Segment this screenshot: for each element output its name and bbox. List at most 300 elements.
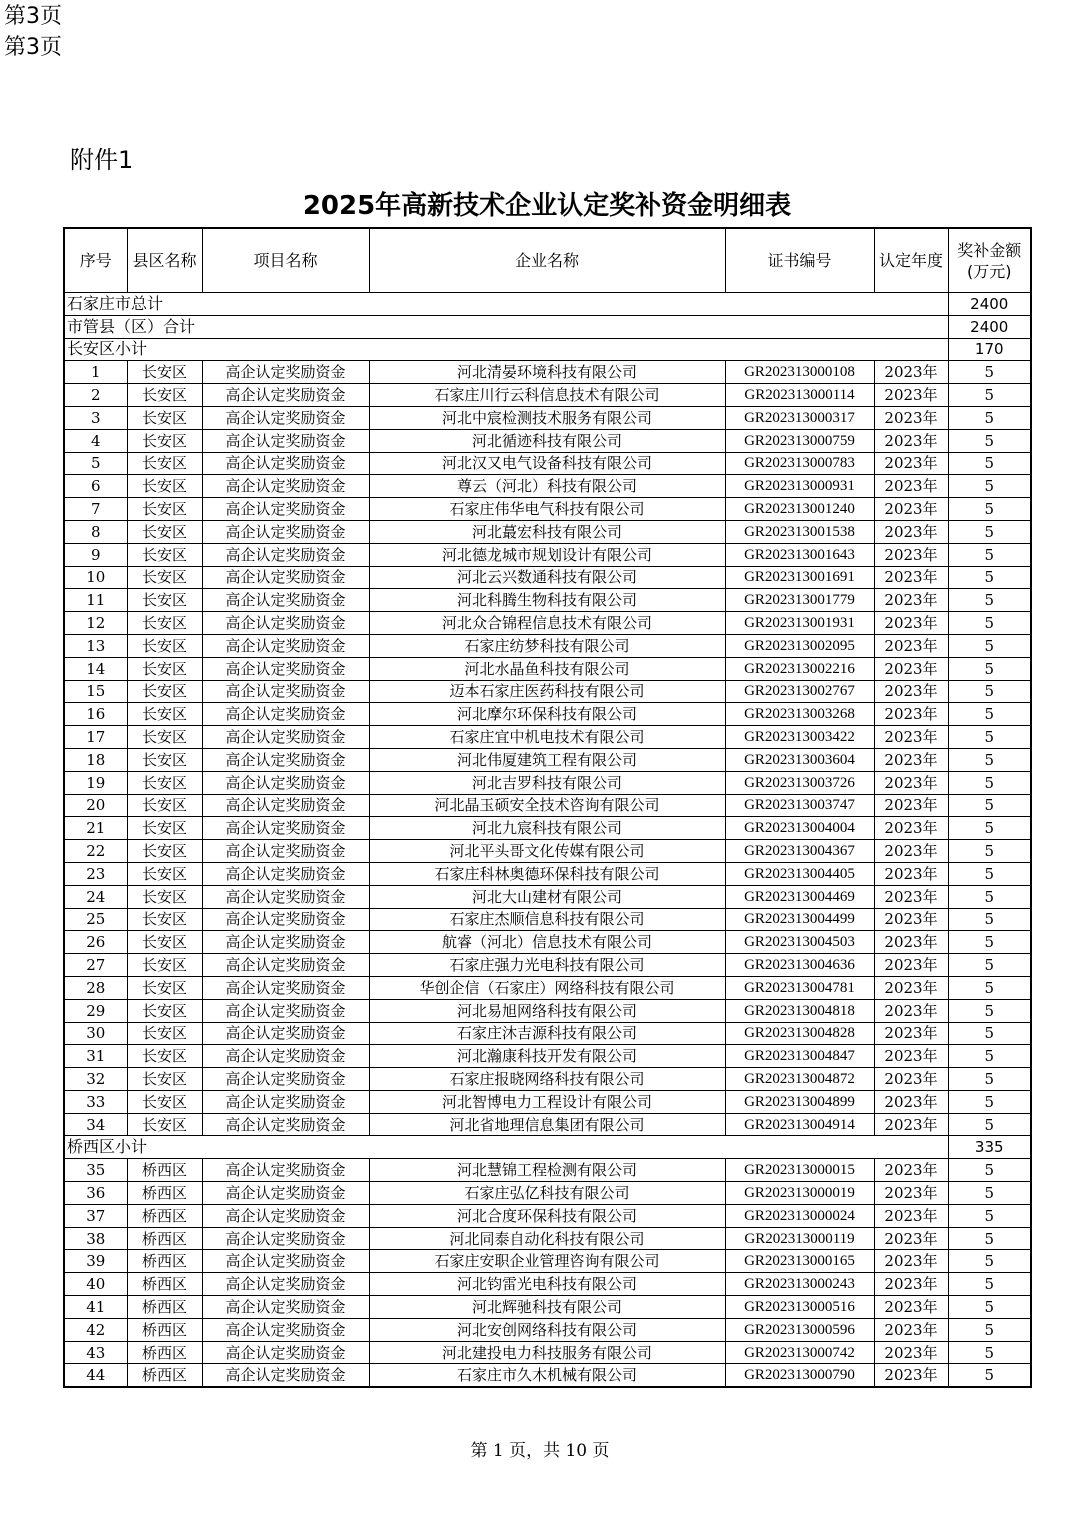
cell-cert: GR202313000317 xyxy=(725,406,874,429)
table-row xyxy=(64,406,1031,429)
cell-seq: 44 xyxy=(64,1364,127,1387)
cell-county: 桥西区 xyxy=(127,1182,202,1205)
cell-cert: GR202313001691 xyxy=(725,566,874,589)
cell-company: 河北云兴数通科技有限公司 xyxy=(369,566,725,589)
cell-project: 高企认定奖励资金 xyxy=(202,498,369,521)
cell-year: 2023年 xyxy=(874,771,948,794)
cell-year: 2023年 xyxy=(874,794,948,817)
cell-cert: GR202313004847 xyxy=(725,1045,874,1068)
cell-company: 河北建投电力科技服务有限公司 xyxy=(369,1341,725,1364)
cell-amount: 5 xyxy=(948,1182,1031,1205)
cell-project: 高企认定奖励资金 xyxy=(202,612,369,635)
cell-project: 高企认定奖励资金 xyxy=(202,475,369,498)
header-amount-line1: 奖补金额 xyxy=(957,240,1022,260)
header-county: 县区名称 xyxy=(127,228,202,293)
cell-company: 河北同泰自动化科技有限公司 xyxy=(369,1227,725,1250)
cell-amount: 5 xyxy=(948,999,1031,1022)
cell-company: 河北吉罗科技有限公司 xyxy=(369,771,725,794)
cell-cert: GR202313000024 xyxy=(725,1204,874,1227)
cell-amount: 5 xyxy=(948,1204,1031,1227)
cell-county: 长安区 xyxy=(127,817,202,840)
cell-company: 河北水晶鱼科技有限公司 xyxy=(369,657,725,680)
cell-cert: GR202313003747 xyxy=(725,794,874,817)
cell-county: 桥西区 xyxy=(127,1159,202,1182)
cell-year: 2023年 xyxy=(874,680,948,703)
cell-year: 2023年 xyxy=(874,817,948,840)
cell-cert: GR202313000516 xyxy=(725,1296,874,1319)
cell-year: 2023年 xyxy=(874,566,948,589)
cell-seq: 27 xyxy=(64,954,127,977)
cell-county: 长安区 xyxy=(127,1068,202,1091)
cell-cert: GR202313000119 xyxy=(725,1227,874,1250)
cell-cert: GR202313001779 xyxy=(725,589,874,612)
cell-company: 石家庄强力光电科技有限公司 xyxy=(369,954,725,977)
cell-amount: 5 xyxy=(948,406,1031,429)
cell-amount: 5 xyxy=(948,931,1031,954)
cell-company: 河北安创网络科技有限公司 xyxy=(369,1318,725,1341)
cell-year: 2023年 xyxy=(874,1159,948,1182)
cell-county: 长安区 xyxy=(127,1090,202,1113)
cell-amount: 5 xyxy=(948,1250,1031,1273)
cell-cert: GR202313004469 xyxy=(725,885,874,908)
table-row xyxy=(64,634,1031,657)
cell-project: 高企认定奖励资金 xyxy=(202,794,369,817)
cell-year: 2023年 xyxy=(874,361,948,384)
cell-project: 高企认定奖励资金 xyxy=(202,1182,369,1205)
cell-amount: 5 xyxy=(948,862,1031,885)
cell-company: 河北九宸科技有限公司 xyxy=(369,817,725,840)
cell-seq: 14 xyxy=(64,657,127,680)
cell-county: 长安区 xyxy=(127,475,202,498)
cell-county: 长安区 xyxy=(127,1045,202,1068)
cell-cert: GR202313002216 xyxy=(725,657,874,680)
table-row xyxy=(64,1022,1031,1045)
cell-project: 高企认定奖励资金 xyxy=(202,657,369,680)
cell-year: 2023年 xyxy=(874,862,948,885)
cell-project: 高企认定奖励资金 xyxy=(202,429,369,452)
cell-company: 河北省地理信息集团有限公司 xyxy=(369,1113,725,1136)
cell-seq: 13 xyxy=(64,634,127,657)
cell-year: 2023年 xyxy=(874,1364,948,1387)
cell-amount: 5 xyxy=(948,976,1031,999)
cell-company: 石家庄科林奥德环保科技有限公司 xyxy=(369,862,725,885)
cell-cert: GR202313004872 xyxy=(725,1068,874,1091)
table-row xyxy=(64,1045,1031,1068)
cell-amount: 5 xyxy=(948,361,1031,384)
cell-year: 2023年 xyxy=(874,1273,948,1296)
cell-year: 2023年 xyxy=(874,1204,948,1227)
cell-seq: 8 xyxy=(64,520,127,543)
table-row xyxy=(64,794,1031,817)
table-row xyxy=(64,1296,1031,1319)
cell-year: 2023年 xyxy=(874,1022,948,1045)
cell-company: 河北伟厦建筑工程有限公司 xyxy=(369,748,725,771)
cell-company: 石家庄杰顺信息科技有限公司 xyxy=(369,908,725,931)
cell-county: 长安区 xyxy=(127,589,202,612)
table-row xyxy=(64,748,1031,771)
cell-county: 桥西区 xyxy=(127,1318,202,1341)
cell-company: 河北众合锦程信息技术有限公司 xyxy=(369,612,725,635)
cell-cert: GR202313000742 xyxy=(725,1341,874,1364)
cell-seq: 11 xyxy=(64,589,127,612)
cell-amount: 5 xyxy=(948,840,1031,863)
cell-amount: 5 xyxy=(948,748,1031,771)
table-row xyxy=(64,657,1031,680)
cell-year: 2023年 xyxy=(874,520,948,543)
table-row xyxy=(64,1090,1031,1113)
cell-seq: 20 xyxy=(64,794,127,817)
cell-company: 石家庄安职企业管理咨询有限公司 xyxy=(369,1250,725,1273)
cell-amount: 5 xyxy=(948,1341,1031,1364)
cell-county: 长安区 xyxy=(127,748,202,771)
cell-seq: 15 xyxy=(64,680,127,703)
cell-year: 2023年 xyxy=(874,840,948,863)
cell-county: 桥西区 xyxy=(127,1204,202,1227)
cell-county: 长安区 xyxy=(127,703,202,726)
cell-county: 长安区 xyxy=(127,840,202,863)
cell-seq: 22 xyxy=(64,840,127,863)
table-row xyxy=(64,520,1031,543)
cell-cert: GR202313004914 xyxy=(725,1113,874,1136)
cell-seq: 1 xyxy=(64,361,127,384)
cell-company: 河北清晏环境科技有限公司 xyxy=(369,361,725,384)
cell-seq: 17 xyxy=(64,726,127,749)
cell-year: 2023年 xyxy=(874,1341,948,1364)
cell-company: 河北智博电力工程设计有限公司 xyxy=(369,1090,725,1113)
cell-amount: 5 xyxy=(948,680,1031,703)
cell-project: 高企认定奖励资金 xyxy=(202,1159,369,1182)
cell-project: 高企认定奖励资金 xyxy=(202,1273,369,1296)
cell-cert: GR202313000114 xyxy=(725,384,874,407)
cell-seq: 3 xyxy=(64,406,127,429)
table-row xyxy=(64,589,1031,612)
cell-county: 长安区 xyxy=(127,976,202,999)
cell-company: 石家庄沐吉源科技有限公司 xyxy=(369,1022,725,1045)
cell-amount: 5 xyxy=(948,817,1031,840)
cell-cert: GR202313000019 xyxy=(725,1182,874,1205)
cell-county: 长安区 xyxy=(127,634,202,657)
cell-company: 河北晶玉硕安全技术咨询有限公司 xyxy=(369,794,725,817)
cell-project: 高企认定奖励资金 xyxy=(202,1204,369,1227)
cell-county: 长安区 xyxy=(127,520,202,543)
cell-company: 石家庄市久木机械有限公司 xyxy=(369,1364,725,1387)
cell-seq: 10 xyxy=(64,566,127,589)
cell-project: 高企认定奖励资金 xyxy=(202,1113,369,1136)
cell-cert: GR202313000596 xyxy=(725,1318,874,1341)
cell-county: 桥西区 xyxy=(127,1250,202,1273)
header-amount-unit: (万元) xyxy=(967,261,1012,281)
subtotal-row xyxy=(64,315,1031,338)
cell-cert: GR202313004818 xyxy=(725,999,874,1022)
cell-project: 高企认定奖励资金 xyxy=(202,1341,369,1364)
table-row xyxy=(64,1068,1031,1091)
table-body xyxy=(64,293,1031,1388)
cell-company: 航睿（河北）信息技术有限公司 xyxy=(369,931,725,954)
cell-project: 高企认定奖励资金 xyxy=(202,589,369,612)
subtotal-amount: 335 xyxy=(948,1136,1031,1159)
page-footer: 第 1 页，共 10 页 xyxy=(470,1441,610,1461)
cell-project: 高企认定奖励资金 xyxy=(202,999,369,1022)
cell-seq: 16 xyxy=(64,703,127,726)
table-row xyxy=(64,612,1031,635)
cell-year: 2023年 xyxy=(874,1182,948,1205)
cell-project: 高企认定奖励资金 xyxy=(202,931,369,954)
cell-year: 2023年 xyxy=(874,429,948,452)
table-row xyxy=(64,1364,1031,1387)
header-project: 项目名称 xyxy=(202,228,369,293)
table-row xyxy=(64,817,1031,840)
cell-county: 长安区 xyxy=(127,726,202,749)
cell-county: 长安区 xyxy=(127,566,202,589)
cell-seq: 33 xyxy=(64,1090,127,1113)
table-row xyxy=(64,1250,1031,1273)
cell-county: 长安区 xyxy=(127,908,202,931)
cell-company: 河北汉又电气设备科技有限公司 xyxy=(369,452,725,475)
cell-year: 2023年 xyxy=(874,498,948,521)
subtotal-label: 桥西区小计 xyxy=(64,1136,948,1159)
cell-project: 高企认定奖励资金 xyxy=(202,817,369,840)
cell-county: 长安区 xyxy=(127,452,202,475)
cell-cert: GR202313000243 xyxy=(725,1273,874,1296)
cell-seq: 12 xyxy=(64,612,127,635)
cell-cert: GR202313001643 xyxy=(725,543,874,566)
cell-seq: 31 xyxy=(64,1045,127,1068)
cell-project: 高企认定奖励资金 xyxy=(202,885,369,908)
cell-county: 长安区 xyxy=(127,429,202,452)
table-row xyxy=(64,543,1031,566)
table-row xyxy=(64,840,1031,863)
cell-project: 高企认定奖励资金 xyxy=(202,566,369,589)
cell-project: 高企认定奖励资金 xyxy=(202,1227,369,1250)
cell-county: 长安区 xyxy=(127,999,202,1022)
cell-year: 2023年 xyxy=(874,931,948,954)
header-cert: 证书编号 xyxy=(725,228,874,293)
table-row xyxy=(64,954,1031,977)
header-seq: 序号 xyxy=(64,228,127,293)
cell-county: 长安区 xyxy=(127,1113,202,1136)
cell-seq: 35 xyxy=(64,1159,127,1182)
subtotal-amount: 2400 xyxy=(948,315,1031,338)
cell-year: 2023年 xyxy=(874,1250,948,1273)
cell-amount: 5 xyxy=(948,498,1031,521)
table-row xyxy=(64,703,1031,726)
cell-county: 长安区 xyxy=(127,794,202,817)
cell-county: 长安区 xyxy=(127,885,202,908)
cell-county: 长安区 xyxy=(127,361,202,384)
cell-project: 高企认定奖励资金 xyxy=(202,452,369,475)
cell-amount: 5 xyxy=(948,794,1031,817)
cell-amount: 5 xyxy=(948,1045,1031,1068)
cell-cert: GR202313000759 xyxy=(725,429,874,452)
cell-cert: GR202313002767 xyxy=(725,680,874,703)
cell-company: 迈本石家庄医药科技有限公司 xyxy=(369,680,725,703)
cell-project: 高企认定奖励资金 xyxy=(202,634,369,657)
cell-amount: 5 xyxy=(948,1090,1031,1113)
cell-seq: 23 xyxy=(64,862,127,885)
table-row xyxy=(64,1113,1031,1136)
table-row xyxy=(64,931,1031,954)
cell-project: 高企认定奖励资金 xyxy=(202,771,369,794)
table-row xyxy=(64,1182,1031,1205)
cell-year: 2023年 xyxy=(874,634,948,657)
cell-year: 2023年 xyxy=(874,1227,948,1250)
cell-company: 华创企信（石家庄）网络科技有限公司 xyxy=(369,976,725,999)
cell-county: 桥西区 xyxy=(127,1227,202,1250)
table-row xyxy=(64,384,1031,407)
cell-county: 长安区 xyxy=(127,862,202,885)
cell-county: 长安区 xyxy=(127,771,202,794)
cell-cert: GR202313000165 xyxy=(725,1250,874,1273)
cell-project: 高企认定奖励资金 xyxy=(202,1250,369,1273)
cell-company: 河北循迹科技有限公司 xyxy=(369,429,725,452)
table-row xyxy=(64,1318,1031,1341)
cell-seq: 43 xyxy=(64,1341,127,1364)
cell-amount: 5 xyxy=(948,1227,1031,1250)
cell-seq: 9 xyxy=(64,543,127,566)
cell-seq: 4 xyxy=(64,429,127,452)
cell-cert: GR202313004503 xyxy=(725,931,874,954)
table-row xyxy=(64,1341,1031,1364)
cell-seq: 38 xyxy=(64,1227,127,1250)
cell-county: 长安区 xyxy=(127,931,202,954)
cell-company: 河北钧雷光电科技有限公司 xyxy=(369,1273,725,1296)
cell-company: 石家庄宜中机电技术有限公司 xyxy=(369,726,725,749)
subtotal-label: 长安区小计 xyxy=(64,338,948,361)
cell-year: 2023年 xyxy=(874,999,948,1022)
header-year: 认定年度 xyxy=(874,228,948,293)
cell-year: 2023年 xyxy=(874,1068,948,1091)
header-amount xyxy=(948,228,1031,293)
cell-company: 石家庄弘亿科技有限公司 xyxy=(369,1182,725,1205)
cell-county: 长安区 xyxy=(127,498,202,521)
table-row xyxy=(64,999,1031,1022)
table-row xyxy=(64,862,1031,885)
cell-project: 高企认定奖励资金 xyxy=(202,1045,369,1068)
page-label-top: 第3页 xyxy=(4,4,62,29)
cell-seq: 26 xyxy=(64,931,127,954)
table-row xyxy=(64,498,1031,521)
cell-amount: 5 xyxy=(948,634,1031,657)
cell-company: 河北慧锦工程检测有限公司 xyxy=(369,1159,725,1182)
cell-project: 高企认定奖励资金 xyxy=(202,726,369,749)
cell-county: 长安区 xyxy=(127,612,202,635)
cell-project: 高企认定奖励资金 xyxy=(202,954,369,977)
table-row xyxy=(64,361,1031,384)
cell-amount: 5 xyxy=(948,908,1031,931)
cell-amount: 5 xyxy=(948,1113,1031,1136)
cell-amount: 5 xyxy=(948,1318,1031,1341)
cell-seq: 2 xyxy=(64,384,127,407)
cell-amount: 5 xyxy=(948,657,1031,680)
cell-company: 河北中宸检测技术服务有限公司 xyxy=(369,406,725,429)
cell-project: 高企认定奖励资金 xyxy=(202,908,369,931)
cell-amount: 5 xyxy=(948,771,1031,794)
cell-cert: GR202313000783 xyxy=(725,452,874,475)
cell-project: 高企认定奖励资金 xyxy=(202,703,369,726)
cell-seq: 29 xyxy=(64,999,127,1022)
cell-project: 高企认定奖励资金 xyxy=(202,680,369,703)
cell-seq: 36 xyxy=(64,1182,127,1205)
cell-year: 2023年 xyxy=(874,954,948,977)
cell-project: 高企认定奖励资金 xyxy=(202,862,369,885)
cell-cert: GR202313003422 xyxy=(725,726,874,749)
cell-amount: 5 xyxy=(948,1296,1031,1319)
cell-cert: GR202313004004 xyxy=(725,817,874,840)
table-row xyxy=(64,1273,1031,1296)
cell-seq: 18 xyxy=(64,748,127,771)
subtotal-label: 石家庄市总计 xyxy=(64,293,948,316)
cell-year: 2023年 xyxy=(874,703,948,726)
cell-amount: 5 xyxy=(948,452,1031,475)
cell-year: 2023年 xyxy=(874,589,948,612)
cell-cert: GR202313000108 xyxy=(725,361,874,384)
cell-cert: GR202313000015 xyxy=(725,1159,874,1182)
cell-seq: 37 xyxy=(64,1204,127,1227)
cell-amount: 5 xyxy=(948,589,1031,612)
cell-county: 桥西区 xyxy=(127,1341,202,1364)
cell-year: 2023年 xyxy=(874,475,948,498)
cell-cert: GR202313001240 xyxy=(725,498,874,521)
cell-county: 桥西区 xyxy=(127,1364,202,1387)
cell-seq: 34 xyxy=(64,1113,127,1136)
table-row xyxy=(64,1204,1031,1227)
cell-company: 河北平头哥文化传媒有限公司 xyxy=(369,840,725,863)
table-row xyxy=(64,1227,1031,1250)
cell-company: 石家庄报晓网络科技有限公司 xyxy=(369,1068,725,1091)
cell-seq: 42 xyxy=(64,1318,127,1341)
cell-company: 尊云（河北）科技有限公司 xyxy=(369,475,725,498)
cell-year: 2023年 xyxy=(874,976,948,999)
cell-project: 高企认定奖励资金 xyxy=(202,840,369,863)
cell-project: 高企认定奖励资金 xyxy=(202,1296,369,1319)
cell-project: 高企认定奖励资金 xyxy=(202,1090,369,1113)
cell-project: 高企认定奖励资金 xyxy=(202,406,369,429)
cell-seq: 24 xyxy=(64,885,127,908)
cell-company: 河北科腾生物科技有限公司 xyxy=(369,589,725,612)
table-row xyxy=(64,1159,1031,1182)
cell-project: 高企认定奖励资金 xyxy=(202,384,369,407)
table-row xyxy=(64,726,1031,749)
cell-project: 高企认定奖励资金 xyxy=(202,1022,369,1045)
cell-company: 石家庄川行云科信息技术有限公司 xyxy=(369,384,725,407)
subtotal-row xyxy=(64,1136,1031,1159)
cell-seq: 39 xyxy=(64,1250,127,1273)
cell-cert: GR202313004828 xyxy=(725,1022,874,1045)
subtotal-row xyxy=(64,338,1031,361)
cell-seq: 30 xyxy=(64,1022,127,1045)
cell-cert: GR202313003604 xyxy=(725,748,874,771)
cell-company: 河北大山建材有限公司 xyxy=(369,885,725,908)
cell-seq: 32 xyxy=(64,1068,127,1091)
cell-cert: GR202313004636 xyxy=(725,954,874,977)
cell-amount: 5 xyxy=(948,703,1031,726)
table-header-row xyxy=(64,228,1031,293)
cell-amount: 5 xyxy=(948,1022,1031,1045)
document-title: 2025年高新技术企业认定奖补资金明细表 xyxy=(302,191,792,221)
cell-year: 2023年 xyxy=(874,885,948,908)
table-row xyxy=(64,680,1031,703)
cell-amount: 5 xyxy=(948,1068,1031,1091)
cell-company: 河北合度环保科技有限公司 xyxy=(369,1204,725,1227)
cell-project: 高企认定奖励资金 xyxy=(202,520,369,543)
cell-cert: GR202313001538 xyxy=(725,520,874,543)
cell-company: 河北德龙城市规划设计有限公司 xyxy=(369,543,725,566)
cell-amount: 5 xyxy=(948,1159,1031,1182)
cell-company: 河北摩尔环保科技有限公司 xyxy=(369,703,725,726)
cell-county: 长安区 xyxy=(127,406,202,429)
table-row xyxy=(64,475,1031,498)
cell-seq: 40 xyxy=(64,1273,127,1296)
